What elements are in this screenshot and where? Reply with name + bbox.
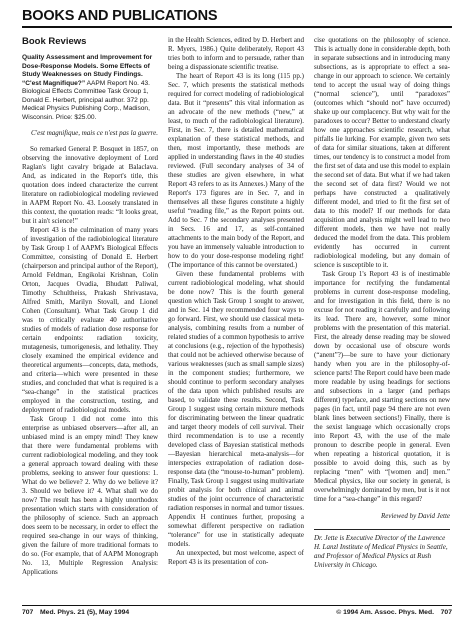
body-paragraph: in the Health Sciences, edited by D. Herbert and R. Myers, 1986.) Quite deliberately, Report 43 tries both to inform and to persuade, rather than being a dispassionate scientific treatise.: [168, 36, 304, 71]
body-paragraph: Report 43 is the culmination of many years of investigation of the radiobiological literature by Task Group 1 of AAPM's Biological Effects Committee, consisting of Donald E. Herbert (chairperson and principal author of the Report), Arnold Feldman, Engikolai Krishnan, Colin Orton, Jacques Ovadia, Bhudatt Paliwal, Timothy Schultheiss, Prakash Shrivastava, Alfred Smith, Marilyn Stovall, and Lionel Cohen (Consultant). What Task Group 1 did was to critically evaluate 40 authoritative studies of models of radiation dose response for certain endpoints: radiation toxicity, mutagenesis, tumorigenesis, and lethality. They closely examined the empirical evidence and theoretical arguments—concepts, data, methods, and criteria—which were presented in these studies, and concluded that what is required is a “sea-change” in the statistical practices employed in the construction, testing, and deployment of radiobiological models.: [22, 226, 158, 414]
section-band: [22, 6, 452, 28]
column-1: [22, 36, 158, 592]
body-paragraph: Task Group 1 did not come into this enterprise as unbiased observers—after all, an unbiased mind is an empty mind! They knew that there were fundamental problems with current radiobiological modeling, and they took a general approach toward dealing with these problems, seeking to answer four questions: 1. What do we believe? 2. Why do we believe it? 3. Should we believe it? 4. What shall we do now? The result has been a highly unorthodox presentation which starts with consideration of the philosophy of science. Such an approach does seem to be necessary, in order to effect the required sea-change in our ways of thinking, given the failure of more traditional formats to do so. (For example, that of AAPM Monograph No. 13, Multiple Regression Analysis: Applications: [22, 415, 158, 576]
book-reference: [22, 54, 158, 122]
reviewer-bio: Dr. Jette is Executive Director of the Lawrence H. Lanzl Institute of Medical Physics in Seattle, and Professor of Medical Physics at Rush University in Chicago.: [314, 534, 448, 569]
page-footer: [22, 605, 452, 618]
body-paragraph: An unexpected, but most welcome, aspect of Report 43 is its presentation of con-: [168, 549, 304, 566]
section-heading: Book Reviews: [22, 36, 87, 47]
bio-divider: [314, 529, 450, 530]
body-paragraph: Given these fundamental problems with current radiobiological modeling, what should be done now? This is the fourth general question which Task Group 1 sought to answer, and in Sec. 14 they recommended four ways to go forward. First, we should use classical meta-analysis, combining results from a number of related studies of a common hypothesis to arrive at conclusions (e.g., rejection of the hypothesis) that could not be achieved otherwise because of various weaknesses (such as small sample sizes) in the component studies; furthermore, we should continue to perform secondary analyses of the data upon which published results are based, to validate these results. Second, Task Group 1 suggest using certain mixture methods for discriminating between the linear quadratic and target theory models of cell survival. Their third recommendation is to use a recently developed class of Bayesian statistical methods—Bayesian hierarchical meta-analysis—for interspecies extrapolation of radiation dose-response data (the “mouse-to-human” problem). Finally, Task Group 1 suggest using multivariate probit analysis for both clinical and animal studies of the joint occurrence of characteristic radiation responses in normal and tumor tissues. Appendix H continues further, proposing a somewhat different perspective on radiation “tolerance” for use in statistically adequate models.: [168, 270, 304, 548]
body-paragraph: cise quotations on the philosophy of science. This is actually done in considerable depth, both in separate subsections and in introducing many subsections, as is appropriate to effect a sea-change in our approach to science. We certainly tend to accept the usual way of doing things (“normal science”), until “paradoxes” (outcomes which “should not” have occurred) shake up our complacency. But why wait for the paradoxes to occur? Better to understand clearly how one approaches scientific research, what pitfalls lie lurking. For example, given two sets of data for similar situations, taken at different times, our tendency is to construct a model from the first set of data and use this model to explain the second set of data. But what if we had taken the second set of data first? Would we not perhaps have constructed a qualitatively different model, and tried to fit the first set of data to this model? If our methods for data acquisition and analysis might well lead to two different models, then we have not really deduced the model from the data. This problem evidently has occurred in current radiobiological modeling, but any domain of science is susceptible to it.: [314, 36, 450, 269]
epigraph: C'est magnifique, mais ce n'est pas la guerre.: [31, 129, 158, 137]
reviewer-signoff: Reviewed by David Jette: [381, 512, 450, 520]
book-title: Quality Assessment and Improvement for Dose-Response Models. Some Effects of Study Weaknesses on Study Findings. “C'est Magnifique?”: [22, 54, 153, 87]
column-2: [168, 36, 304, 592]
band-title: BOOKS AND PUBLICATIONS: [22, 8, 218, 24]
book-details: AAPM Report No. 43. Biological Effects Committee Task Group 1, Donald E. Herbert, principal author. 372 pp. Medical Physics Publishing Corp., Madison, Wisconsin. Price: $25.00.: [22, 79, 150, 121]
body-paragraph: Task Group 1's Report 43 is of inestimable importance for rectifying the fundamental problems in current dose-response modeling, and for investigation in this field, there is no excuse for not reading it carefully and following its lead. There are, however, some minor problems with the presentation of this material. First, the already dense reading may be slowed down by occasional use of obscure words (“anent”?)—be sure to have your dictionary handy when you are in the philosophy-of-science parts! The Report could have been made more readable by using headings for sections and subsections in a larger (and perhaps different) typeface, and starting sections on new pages (in fact, until page 94 there are not even blank lines between sections!) Finally, there is the sexist language which occasionally crops into Report 43, with the use of the male pronoun to describe people in general. Even when repeating a historical quotation, it is possible to avoid doing this, such as by replacing “men” with “[women and] men.” Medical physics, like our society in general, is overwhelmingly dominated by men, but is it not time for a “sea-change” in this regard?: [314, 270, 450, 503]
footer-journal: Med. Phys. 21 (5), May 1994: [40, 609, 130, 616]
body-paragraph: So remarked General P. Bosquet in 1857, on observing the innovative deployment of Lord Raglan's light cavalry brigade at Balaclava. And, as indicated in the Report's title, this quotation does indeed characterize the current literature on radiobiological modeling reviewed in AAPM Report No. 43. Loosely translated in this context, the quotation reads: “It looks great, but it ain't science!”: [22, 145, 158, 225]
body-paragraph: The heart of Report 43 is its long (115 pp.) Sec. 7, which presents the statistical methods required for correct modeling of radiobiological data. But it “presents” this vital information as an advocate of the new methods (“new,” at least, to much of the radiobiological literature). First, in Sec. 7, there is detailed mathematical explanation of these statistical methods, and then, most importantly, these methods are applied in understanding flaws in the 40 studies reviewed. (Full secondary analyses of 34 of these studies are given elsewhere, in what Report 43 refers to as its Annexes.) Many of the Report's 173 figures are in Sec. 7, and in themselves all these figures constitute a highly useful “reading file,” as the Report points out. Add to Sec. 7 the secondary analyses presented in Secs. 16 and 17, as self-contained attachments to the main body of the Report, and you have an immensely valuable introduction to how to do your dose-response modeling right! (The importance of this cannot be overstated.): [168, 72, 304, 269]
footer-page-number-left: 707: [22, 609, 34, 616]
footer-page-number-right: 707: [440, 609, 452, 616]
column-3: [314, 36, 450, 592]
footer-copyright: © 1994 Am. Assoc. Phys. Med.: [336, 609, 434, 616]
